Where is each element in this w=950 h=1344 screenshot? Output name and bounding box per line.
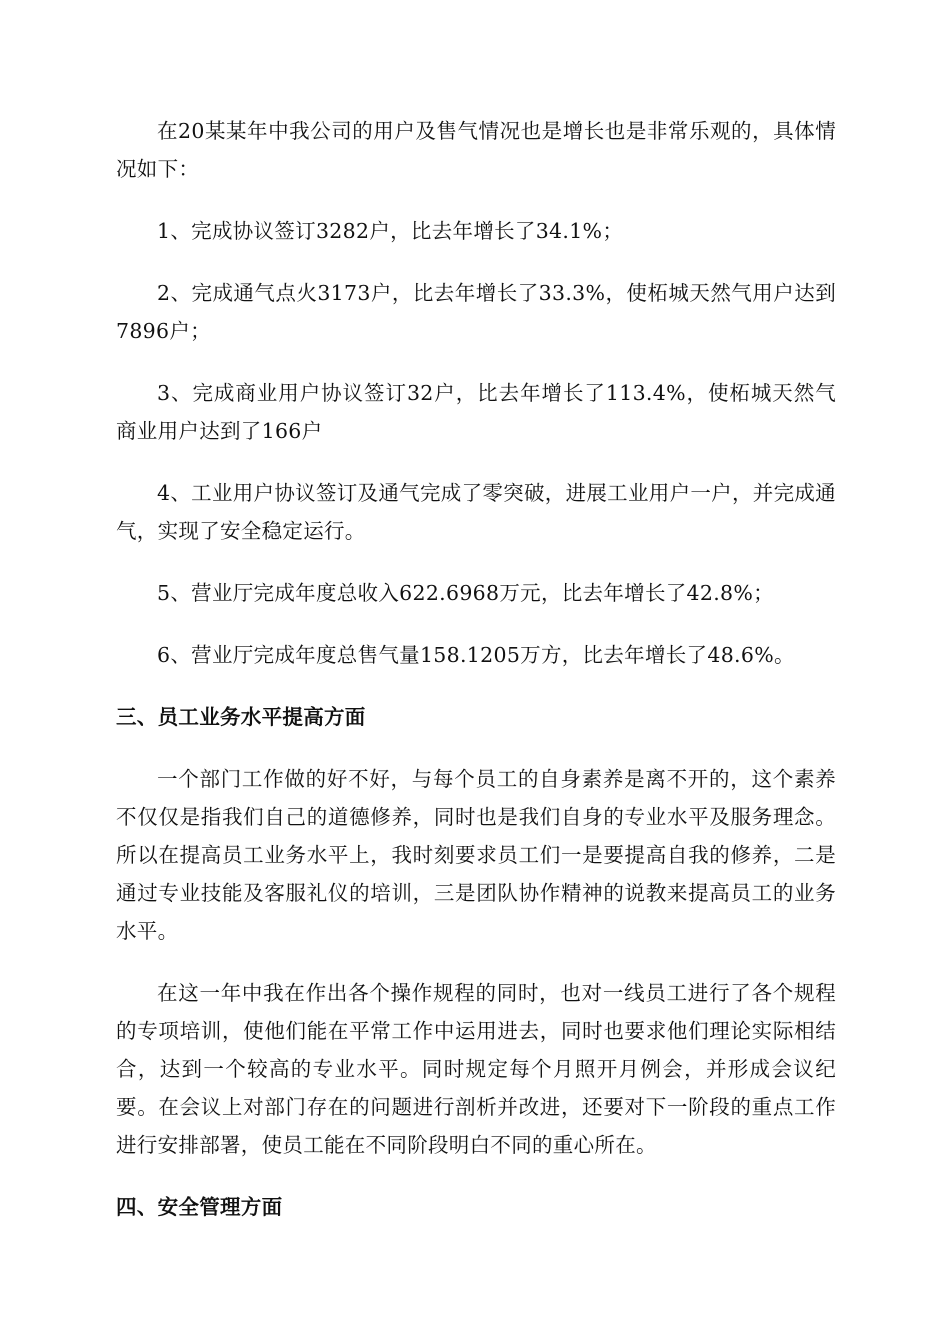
list-item-3: 3、完成商业用户协议签订32户，比去年增长了113.4%，使柘城天然气商业用户达到了166户 — [116, 381, 836, 443]
section-heading-3: 三、员工业务水平提高方面 — [116, 705, 366, 729]
section-3-paragraph-1: 一个部门工作做的好不好，与每个员工的自身素养是离不开的，这个素养不仅仅是指我们自己的道德修养，同时也是我们自身的专业水平及服务理念。所以在提高员工业务水平上，我时刻要求员工们一是要提高自我的修养，二是通过专业技能及客服礼仪的培训，三是团队协作精神的说教来提高员工的业务水平。 — [116, 767, 836, 943]
section-3-paragraph-2: 在这一年中我在作出各个操作规程的同时，也对一线员工进行了各个规程的专项培训，使他们能在平常工作中运用进去，同时也要求他们理论实际相结合，达到一个较高的专业水平。同时规定每个月照开月例会，并形成会议纪要。在会议上对部门存在的问题进行剖析并改进，还要对下一阶段的重点工作进行安排部署，使员工能在不同阶段明白不同的重心所在。 — [116, 981, 836, 1157]
list-item-1: 1、完成协议签订3282户，比去年增长了34.1%； — [157, 219, 624, 243]
document-body — [116, 112, 836, 1250]
list-item-6: 6、营业厅完成年度总售气量158.1205万方，比去年增长了48.6%。 — [157, 643, 795, 667]
section-heading-4: 四、安全管理方面 — [116, 1195, 283, 1219]
intro-paragraph: 在20某某年中我公司的用户及售气情况也是增长也是非常乐观的，具体情况如下： — [116, 119, 836, 181]
list-item-4: 4、工业用户协议签订及通气完成了零突破，进展工业用户一户，并完成通气，实现了安全稳定运行。 — [116, 481, 836, 543]
list-item-2: 2、完成通气点火3173户，比去年增长了33.3%，使柘城天然气用户达到7896户； — [116, 281, 836, 343]
list-item-5: 5、营业厅完成年度总收入622.6968万元，比去年增长了42.8%； — [157, 581, 774, 605]
